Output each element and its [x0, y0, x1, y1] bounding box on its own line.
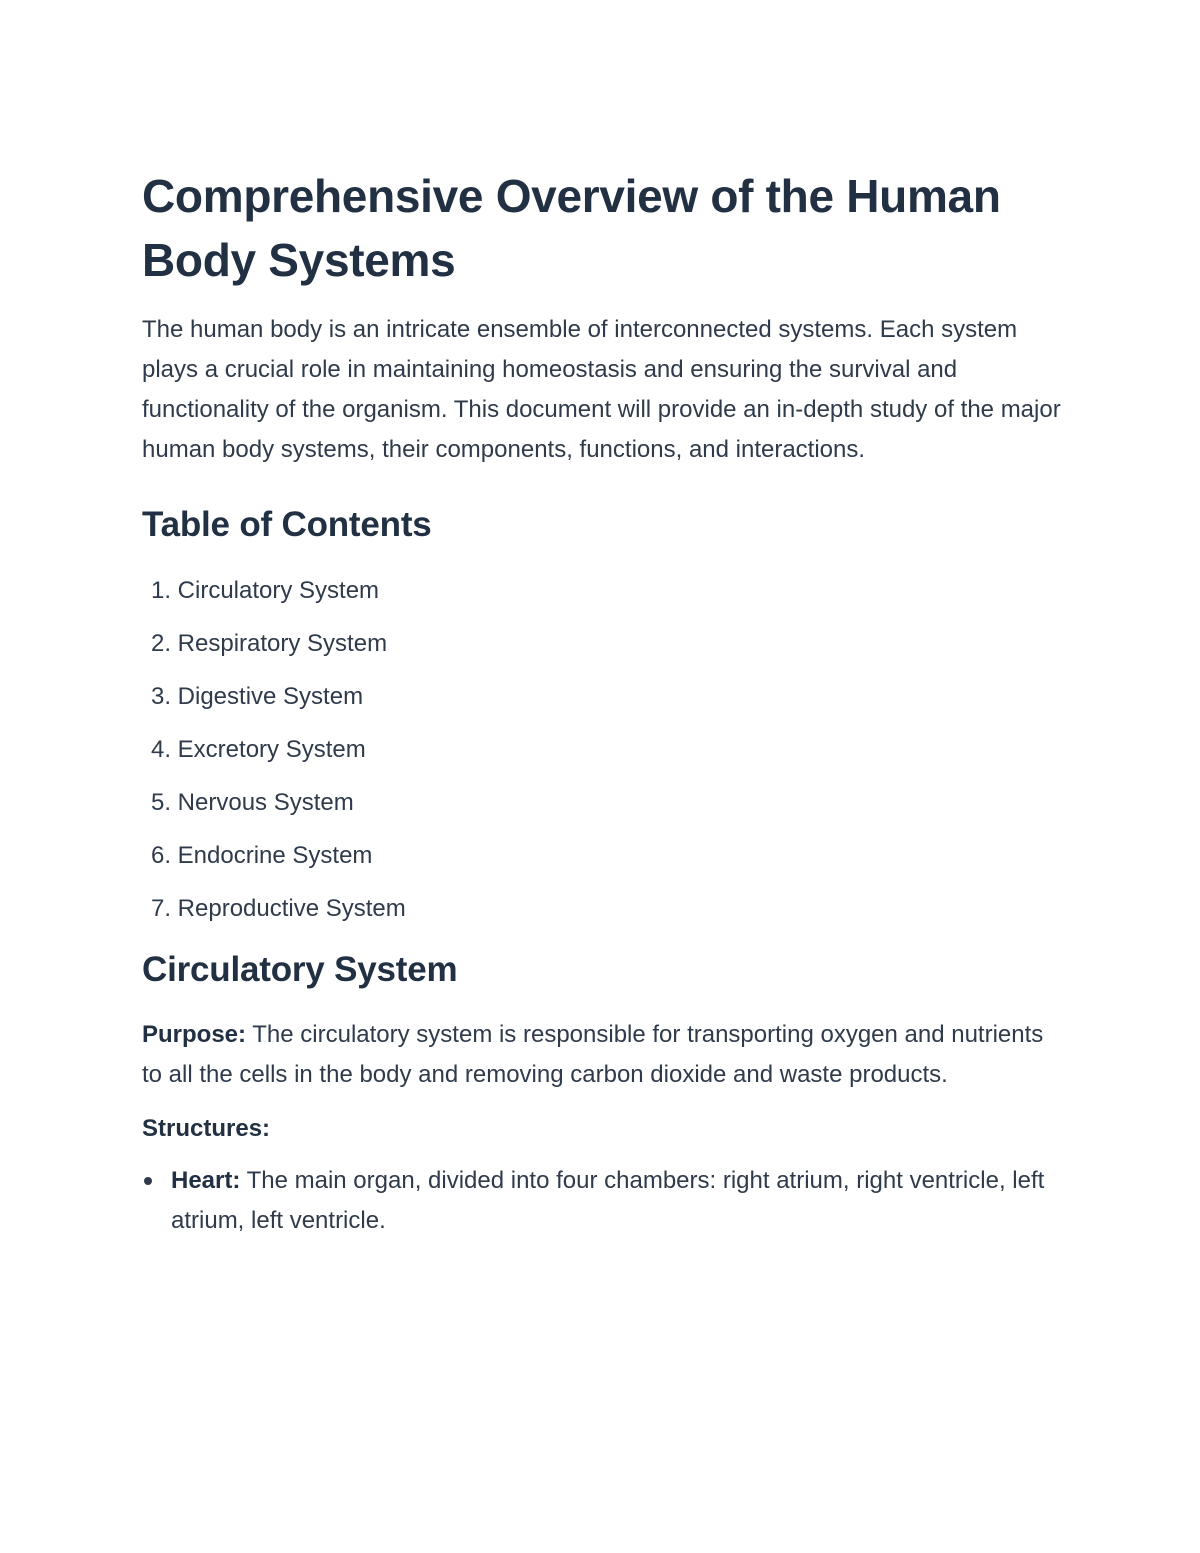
purpose-text: The circulatory system is responsible for transporting oxygen and nutrients to all the cells in the body and removing carbon dioxide and waste products. [142, 1021, 1044, 1088]
bullet-icon [144, 1177, 152, 1185]
toc-item-number: 3. [150, 683, 171, 710]
toc-item-number: 7. [150, 895, 171, 922]
intro-paragraph: The human body is an intricate ensemble of interconnected systems. Each system plays a crucial role in maintaining homeostasis and ensuring the survival and functionality of the organism. This document will provide an in-depth study of the major human body systems, their components, functions, and interactions. [142, 316, 1061, 463]
toc-item-label: Reproductive System [177, 895, 406, 922]
toc-item-number: 2. [150, 630, 171, 657]
structure-term: Heart: [171, 1167, 241, 1194]
document-page [142, 164, 1062, 1241]
toc-item [142, 733, 1062, 767]
toc-item-number: 1. [150, 577, 171, 604]
toc-item [142, 839, 1062, 873]
circulatory-heading: Circulatory System [142, 950, 458, 989]
toc-item-label: Respiratory System [177, 630, 388, 657]
structures-label: Structures: [142, 1115, 271, 1142]
toc-item-number: 5. [150, 789, 171, 816]
toc-list [142, 574, 1062, 926]
purpose-label: Purpose: [142, 1021, 247, 1048]
toc-item [142, 627, 1062, 661]
toc-item [142, 680, 1062, 714]
document-title: Comprehensive Overview of the Human Body Systems [142, 170, 1001, 286]
toc-item-label: Endocrine System [177, 842, 373, 869]
toc-item [142, 574, 1062, 608]
toc-item-number: 4. [150, 736, 171, 763]
toc-heading: Table of Contents [142, 505, 432, 544]
list-item [142, 1161, 1062, 1241]
structure-text: The main organ, divided into four chambers: right atrium, right ventricle, left atrium, left ventricle. [171, 1167, 1045, 1234]
toc-item-label: Excretory System [177, 736, 366, 763]
toc-item [142, 786, 1062, 820]
toc-item-label: Nervous System [177, 789, 354, 816]
toc-item-number: 6. [150, 842, 171, 869]
toc-item [142, 892, 1062, 926]
structures-list [142, 1161, 1062, 1241]
toc-item-label: Digestive System [177, 683, 364, 710]
toc-item-label: Circulatory System [177, 577, 380, 604]
purpose-paragraph [142, 1015, 1062, 1095]
